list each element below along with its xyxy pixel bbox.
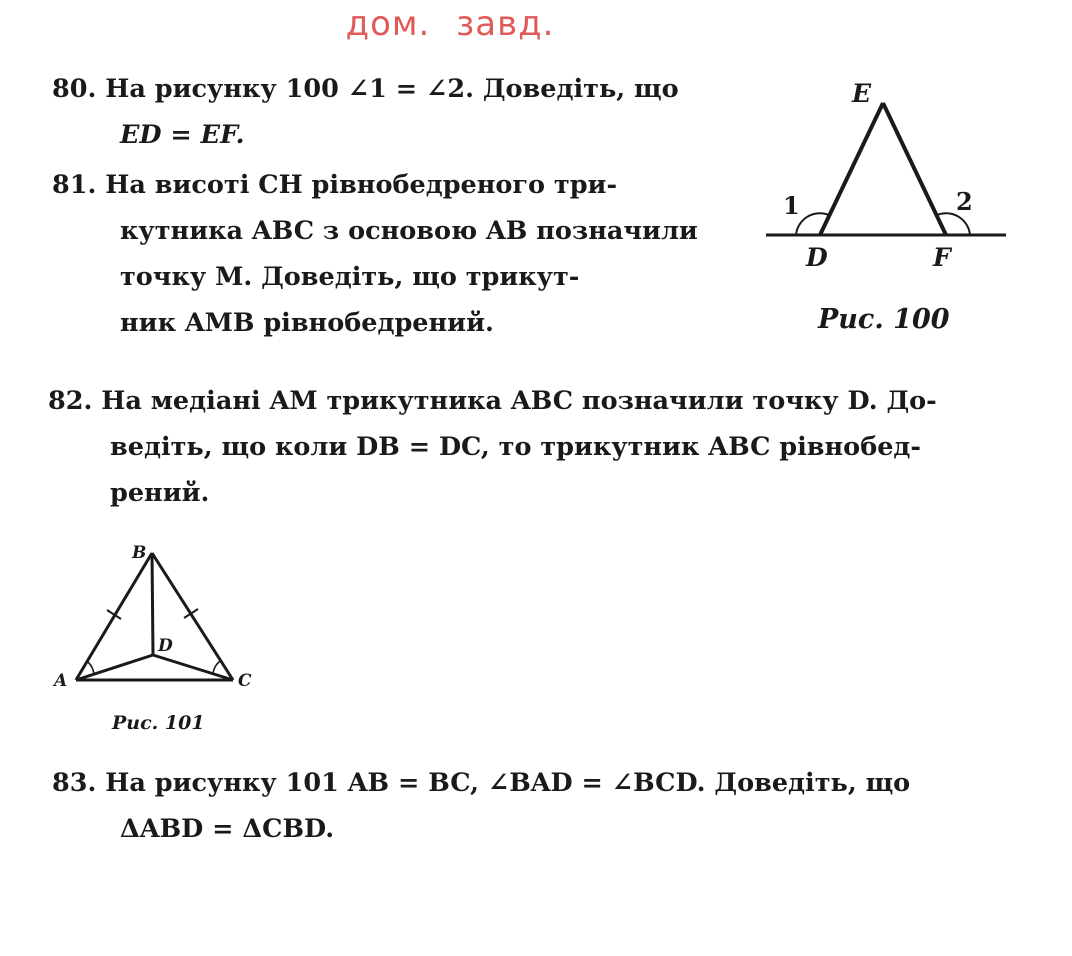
label-E: E xyxy=(852,79,872,108)
problem-text-line: кутника ABC з основою AB позначили xyxy=(120,216,698,246)
problem-number: 81. xyxy=(52,170,97,200)
handwritten-note-header: дом. завд. xyxy=(345,4,555,44)
problem-text-line: На медіані AM трикутника ABC позначили точку D. До- xyxy=(101,386,937,416)
problem-text-line: рений. xyxy=(110,478,210,508)
problem-text-line: точку M. Доведіть, що трикут- xyxy=(120,262,580,292)
label-B: B xyxy=(132,543,147,563)
problem-text-line: На висоті CH рівнобедреного три- xyxy=(105,170,618,200)
label-F: F xyxy=(933,243,951,272)
label-A: A xyxy=(54,671,68,691)
problem-text-line: ED = EF. xyxy=(120,120,245,150)
problem-number: 80. xyxy=(52,74,97,104)
angle-A-arc xyxy=(88,662,94,675)
problem-text-line: ΔABD = ΔCBD. xyxy=(120,814,335,844)
figure-101-caption: Рис. 101 xyxy=(112,712,205,734)
label-angle-2: 2 xyxy=(956,187,973,216)
problem-text-line: На рисунку 100 ∠1 = ∠2. Доведіть, що xyxy=(105,74,679,104)
problem-number: 83. xyxy=(52,768,97,798)
figure-100-caption: Рис. 100 xyxy=(818,304,950,335)
label-C: C xyxy=(238,671,252,691)
side-BC xyxy=(152,553,233,680)
angle-C-arc xyxy=(213,661,220,673)
segment-BD xyxy=(152,553,153,655)
label-angle-1: 1 xyxy=(783,191,800,220)
label-D: D xyxy=(806,243,828,272)
label-D: D xyxy=(158,636,173,656)
problem-text-line: На рисунку 101 AB = BC, ∠BAD = ∠BCD. Доведіть, що xyxy=(105,768,911,798)
problem-number: 82. xyxy=(48,386,93,416)
side-AB xyxy=(76,553,152,680)
problem-text-line: ведіть, що коли DB = DC, то трикутник ABC рівнобед- xyxy=(110,432,922,462)
problem-text-line: ник AMB рівнобедрений. xyxy=(120,308,494,338)
